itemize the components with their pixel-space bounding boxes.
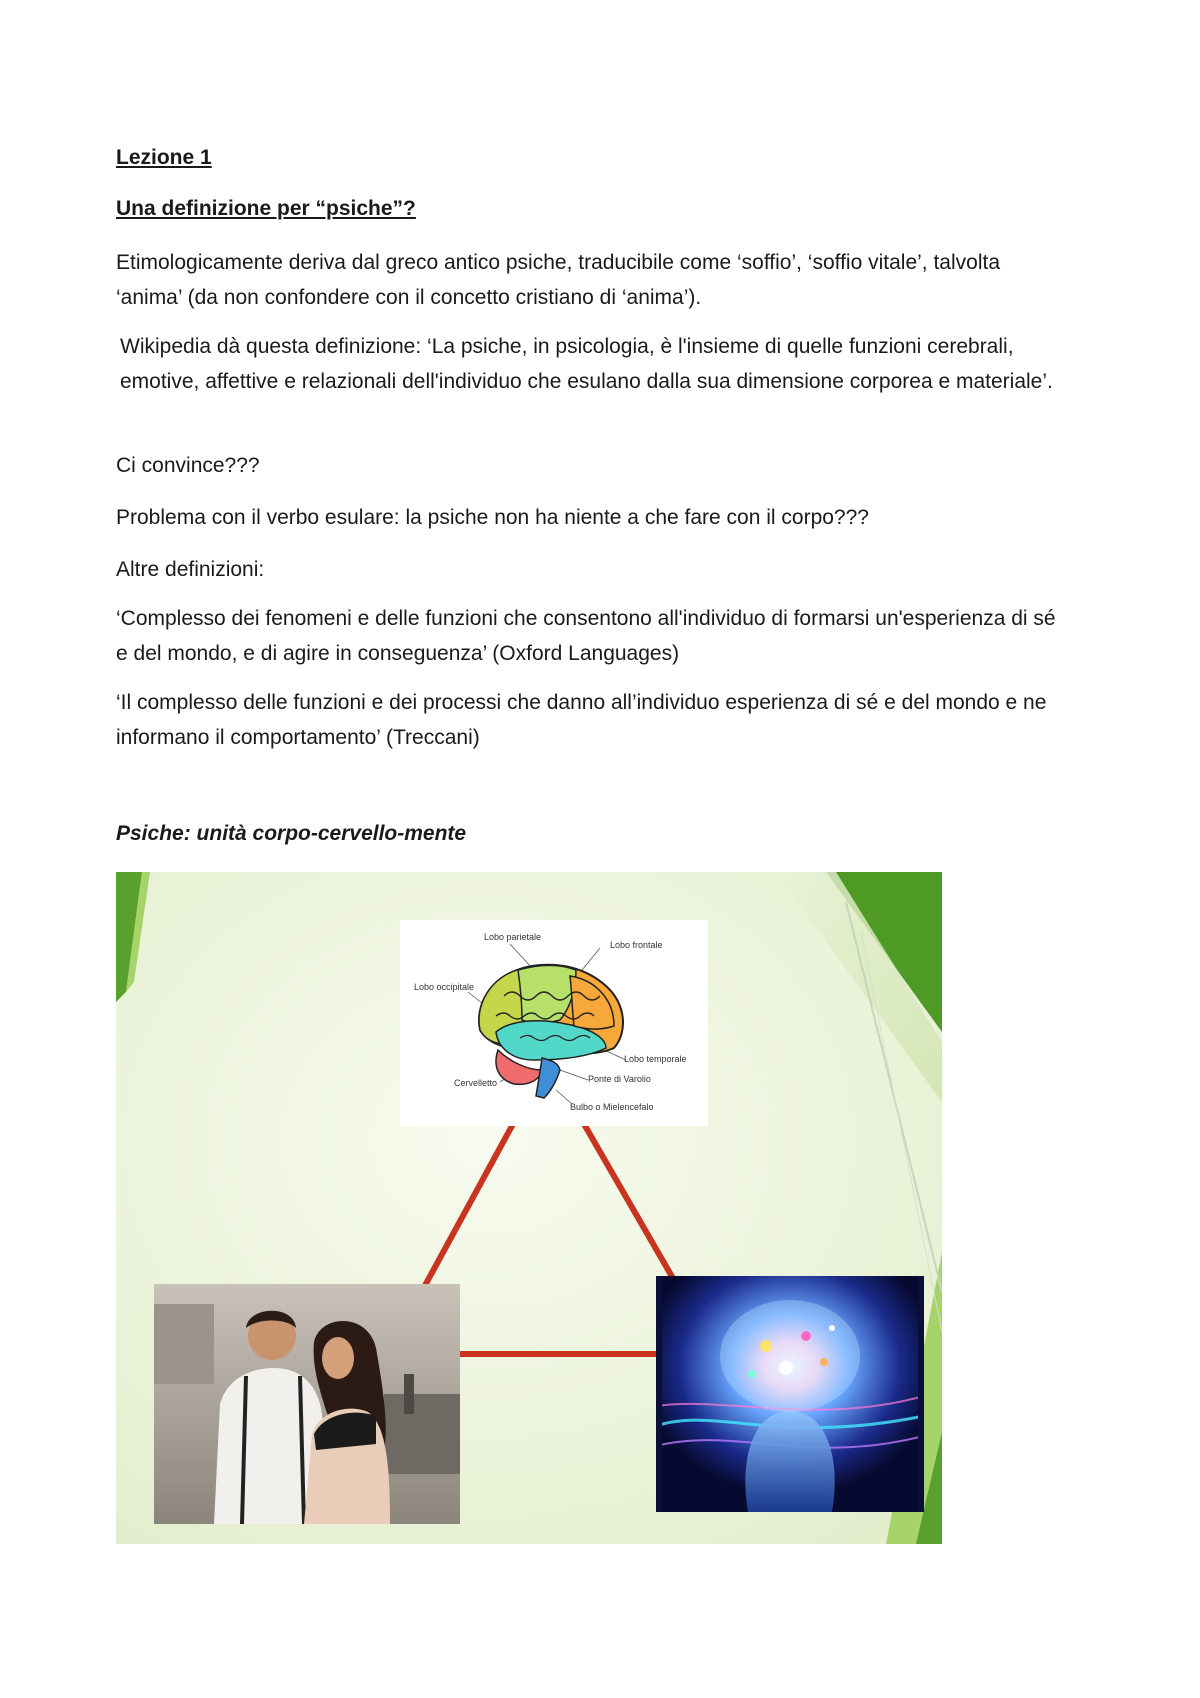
paragraph-other-definitions: Altre definizioni:: [116, 558, 265, 581]
section-title: Una definizione per “psiche”?: [116, 197, 416, 220]
label-temporal-lobe: Lobo temporale: [624, 1054, 687, 1064]
couple-image: [154, 1284, 460, 1524]
paragraph-problem: Problema con il verbo esulare: la psiche non ha niente a che fare con il corpo???: [116, 506, 869, 529]
paragraph-oxford: ‘Complesso dei fenomeni e delle funzioni che consentono all'individuo di formarsi un'esperienza di sé e del mondo, e di agire in conseguenza’ (Oxford Languages): [116, 607, 1056, 665]
label-frontal-lobe: Lobo frontale: [610, 940, 663, 950]
label-medulla: Bulbo o Mielencefalo: [570, 1102, 654, 1112]
paragraph-wikipedia: Wikipedia dà questa definizione: ‘La psiche, in psicologia, è l'insieme di quelle funzioni cerebrali, emotive, affettive e relazionali dell'individuo che esulano dalla sua dimensione corporea e materiale’.: [120, 335, 1053, 393]
lesson-title: Lezione 1: [116, 146, 212, 169]
brain-illustration: [400, 920, 708, 1126]
paragraph-treccani: ‘Il complesso delle funzioni e dei processi che danno all’individuo esperienza di sé e del mondo e ne informano il comportamento’ (Treccani): [116, 691, 1047, 749]
photo-mind: [656, 1276, 924, 1512]
label-pons: Ponte di Varolio: [588, 1074, 651, 1084]
label-parietal-lobe: Lobo parietale: [484, 932, 542, 942]
photo-couple: [154, 1284, 460, 1524]
figure-title: Psiche: unità corpo-cervello-mente: [116, 822, 467, 845]
brain-diagram: [400, 920, 708, 1126]
paragraph-etymology: Etimologicamente deriva dal greco antico psiche, traducibile come ‘soffio’, ‘soffio vitale’, talvolta ‘anima’ (da non confondere con il concetto cristiano di ‘anima’).: [116, 251, 1001, 309]
label-occipital-lobe: Lobo occipitale: [414, 982, 475, 992]
paragraph-question: Ci convince???: [116, 454, 260, 477]
mind-image: [656, 1276, 924, 1512]
label-cerebellum: Cervelletto: [454, 1078, 498, 1088]
psyche-figure: [116, 872, 942, 1544]
